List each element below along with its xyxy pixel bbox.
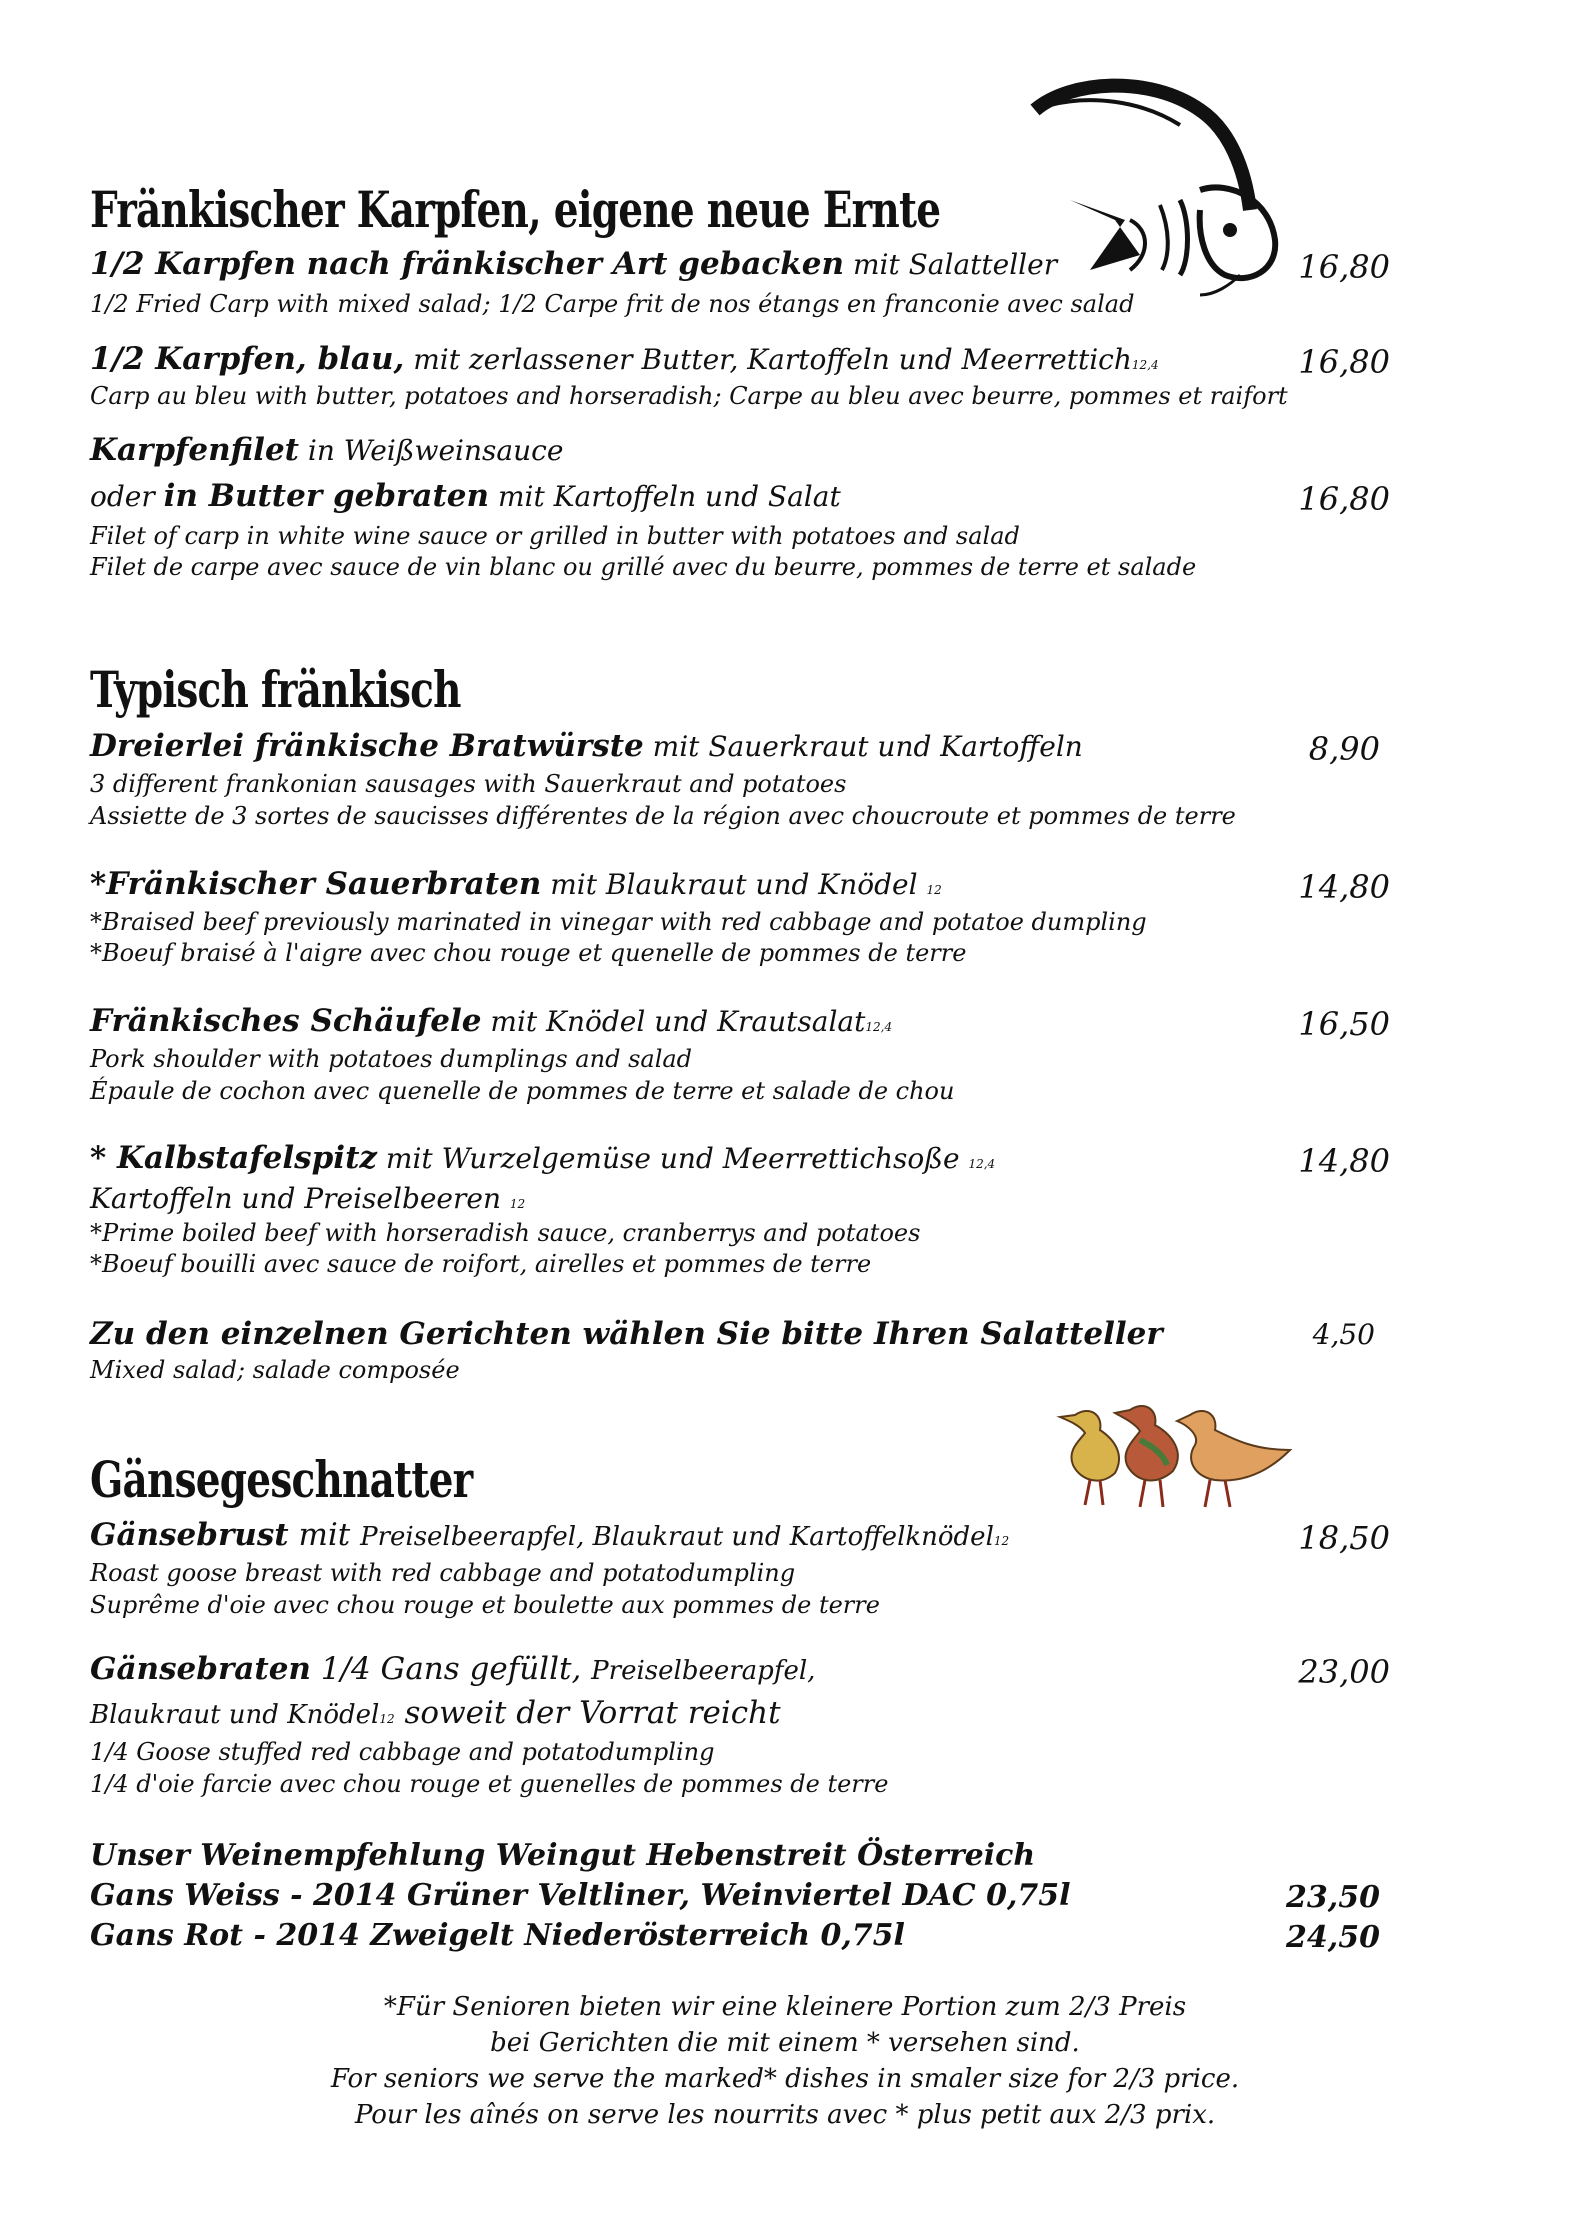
footer-note: *Für Senioren bieten wir eine kleinere Portion zum 2/3 Preis — [383, 1992, 1187, 2022]
allergen-note: 12 — [379, 1712, 395, 1726]
dish-sauerbraten — [90, 866, 942, 902]
dish-translation: Assiette de 3 sortes de saucisses différentes de la région avec choucroute et pommes de terre — [90, 802, 1236, 830]
price: 8,90 — [1308, 730, 1380, 768]
dish-translation: Roast goose breast with red cabbage and potatodumpling — [90, 1559, 796, 1587]
wine-price: 23,50 — [1286, 1880, 1380, 1915]
dish-translation: *Prime boiled beef with horseradish sauce, cranberrys and potatoes — [90, 1219, 921, 1247]
wine-price: 24,50 — [1286, 1920, 1380, 1955]
wine-title: Unser Weinempfehlung Weingut Hebenstreit Österreich — [90, 1838, 1036, 1873]
dish-translation: 1/4 d'oie farcie avec chou rouge et guenelles de pommes de terre — [90, 1770, 889, 1798]
section-title-karpfen: Fränkischer Karpfen, eigene neue Ernte — [90, 180, 941, 239]
dish-translation: Filet of carp in white wine sauce or grilled in butter with potatoes and salad — [90, 522, 1020, 550]
allergen-note: 12 — [509, 1197, 526, 1211]
price: 18,50 — [1298, 1519, 1390, 1557]
dish-translation: Pork shoulder with potatoes dumplings and salad — [90, 1045, 693, 1073]
footer-note: bei Gerichten die mit einem * versehen sind. — [490, 2028, 1080, 2058]
dish-desc: Kartoffeln und Preiselbeeren — [90, 1182, 510, 1215]
dish-desc: in Weißweinsauce — [299, 434, 564, 467]
dish-karpfenfilet-line2 — [90, 478, 841, 514]
dish-desc: mit Kartoffeln und Salat — [489, 480, 841, 513]
dish-name: *Fränkischer Sauerbraten — [90, 866, 542, 902]
dish-name: Dreierlei fränkische Bratwürste — [90, 728, 644, 764]
dish-desc: Preiselbeerapfel, Blaukraut und Kartoffelknödel — [360, 1522, 994, 1552]
price: 16,80 — [1298, 480, 1390, 518]
price: 16,80 — [1298, 343, 1390, 381]
dish-kalbstafelspitz-line2 — [90, 1180, 525, 1216]
price: 14,80 — [1298, 1142, 1390, 1180]
section-title-gans: Gänsegeschnatter — [90, 1450, 473, 1509]
dish-name: Gänsebraten — [90, 1651, 311, 1687]
footer-note: For seniors we serve the marked* dishes in smaler size for 2/3 price. — [330, 2064, 1240, 2094]
dish-translation: 1/2 Fried Carp with mixed salad; 1/2 Carpe frit de nos étangs en franconie avec salad — [90, 290, 1135, 318]
price: 4,50 — [1312, 1318, 1375, 1351]
dish-name: * Kalbstafelspitz — [90, 1140, 378, 1176]
dish-desc: mit Sauerkraut und Kartoffeln — [643, 730, 1083, 763]
section-title-typisch: Typisch fränkisch — [90, 660, 461, 719]
dish-name: Gänsebrust — [90, 1517, 289, 1553]
dish-translation: *Braised beef previously marinated in vinegar with red cabbage and potatoe dumpling — [90, 908, 1147, 936]
price: 16,50 — [1298, 1005, 1390, 1043]
price: 16,80 — [1298, 248, 1390, 286]
dish-translation: Épaule de cochon avec quenelle de pommes de terre et salade de chou — [90, 1077, 955, 1105]
footer-note: Pour les aînés on serve les nourrits avec * plus petit aux 2/3 prix. — [354, 2100, 1216, 2130]
dish-name: Zu den einzelnen Gerichten wählen Sie bitte Ihren Salatteller — [90, 1316, 1163, 1352]
dish-desc: mit — [288, 1517, 361, 1553]
dish-karpfenfilet — [90, 432, 563, 468]
dish-translation: *Boeuf braisé à l'aigre avec chou rouge et quenelle de pommes de terre — [90, 939, 967, 967]
dish-name: 1/2 Karpfen nach fränkischer Art gebacken — [90, 246, 845, 282]
dish-desc: mit Salatteller — [844, 248, 1058, 281]
dish-gaensebrust — [90, 1517, 1009, 1553]
dish-name: in Butter gebraten — [163, 478, 490, 514]
dish-name: Karpfenfilet — [90, 432, 299, 468]
price: 23,00 — [1298, 1653, 1390, 1691]
dish-translation: Filet de carpe avec sauce de vin blanc ou grillé avec du beurre, pommes de terre et salade — [90, 553, 1197, 581]
dish-bratwuerste — [90, 728, 1083, 764]
dish-desc: Blaukraut und Knödel — [90, 1700, 380, 1730]
allergen-note: 12,4 — [968, 1157, 996, 1171]
allergen-note: 12,4 — [1131, 358, 1159, 372]
carp-icon — [1030, 70, 1300, 300]
dish-desc: mit Knödel und Krautsalat — [481, 1005, 866, 1038]
dish-desc: oder — [90, 480, 164, 513]
dish-translation: 3 different frankonian sausages with Sauerkraut and potatoes — [90, 770, 847, 798]
dish-karpfen-blau — [90, 341, 1159, 377]
dish-desc: soweit der Vorrat reicht — [394, 1695, 781, 1731]
dish-desc: Preiselbeerapfel, — [591, 1656, 816, 1686]
wine-item: Gans Rot - 2014 Zweigelt Niederösterreich 0,75l — [90, 1918, 905, 1953]
allergen-note: 12 — [926, 883, 942, 897]
dish-schaeufele — [90, 1003, 892, 1039]
dish-karpfen-gebacken — [90, 246, 1057, 282]
dish-kalbstafelspitz — [90, 1140, 995, 1176]
dish-salatteller — [90, 1316, 1163, 1352]
dish-desc: 1/4 Gans gefüllt, — [310, 1651, 592, 1687]
dish-desc: mit zerlassener Butter, Kartoffeln und Meerrettich — [404, 343, 1132, 376]
price: 14,80 — [1298, 868, 1390, 906]
dish-gaensebraten — [90, 1651, 815, 1687]
wine-item: Gans Weiss - 2014 Grüner Veltliner, Weinviertel DAC 0,75l — [90, 1878, 1071, 1913]
dish-translation: Mixed salad; salade composée — [90, 1356, 460, 1384]
dish-name: 1/2 Karpfen, blau, — [90, 341, 405, 377]
geese-icon — [1055, 1395, 1305, 1515]
dish-desc: mit Wurzelgemüse und Meerrettichsoße — [377, 1142, 969, 1175]
allergen-note: 12 — [993, 1534, 1010, 1548]
dish-translation: Carp au bleu with butter, potatoes and horseradish; Carpe au bleu avec beurre, pommes et raifort — [90, 382, 1288, 410]
dish-gaensebraten-line2 — [90, 1695, 781, 1731]
dish-desc: mit Blaukraut und Knödel — [541, 868, 927, 901]
dish-translation: *Boeuf bouilli avec sauce de roifort, airelles et pommes de terre — [90, 1250, 872, 1278]
allergen-note: 12,4 — [865, 1020, 893, 1034]
dish-name: Fränkisches Schäufele — [90, 1003, 482, 1039]
dish-translation: 1/4 Goose stuffed red cabbage and potatodumpling — [90, 1738, 715, 1766]
dish-translation: Suprême d'oie avec chou rouge et boulette aux pommes de terre — [90, 1591, 880, 1619]
